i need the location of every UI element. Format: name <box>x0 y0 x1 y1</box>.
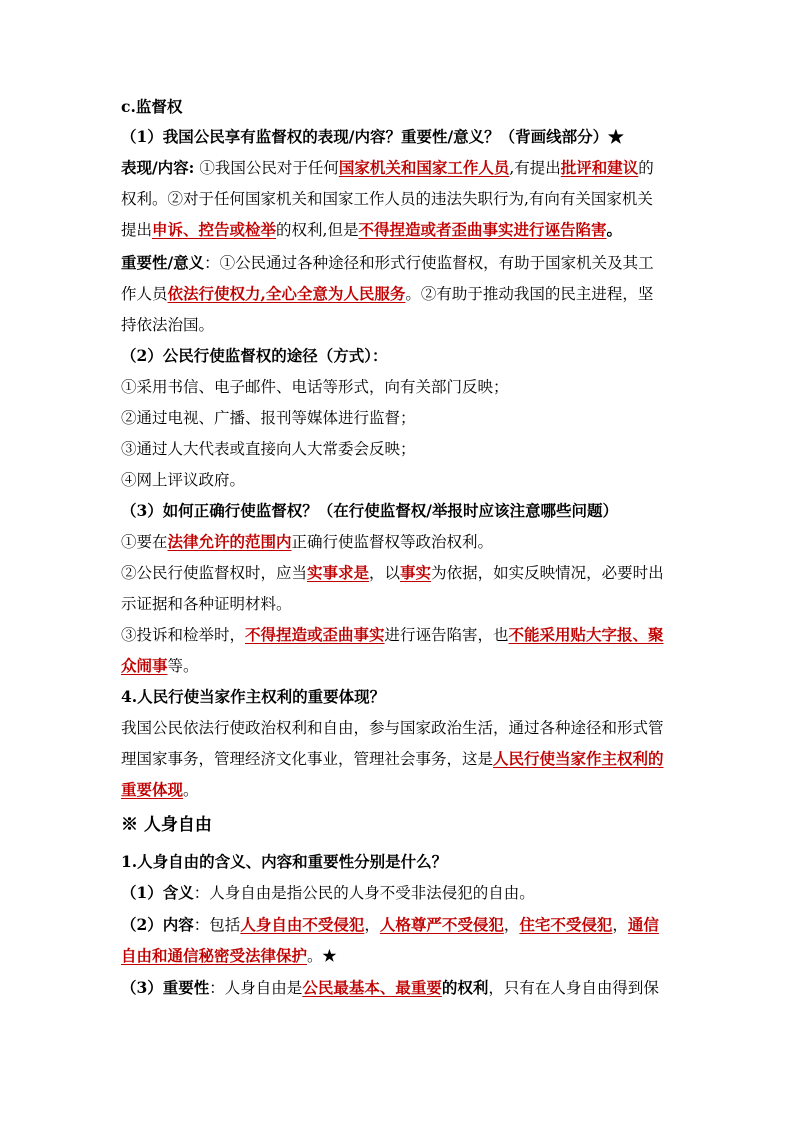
importance-line-1 <box>121 253 681 273</box>
q1-heading: （1）我国公民享有监督权的表现/内容？重要性/意义？（背画线部分）★ <box>121 127 624 146</box>
text-span: ③投诉和检举时， <box>121 626 246 644</box>
key-phrase: 实事求是 <box>307 563 370 582</box>
key-phrase: 众闹事 <box>121 656 168 675</box>
text-span: ， <box>503 916 520 934</box>
q3-item-2 <box>121 563 681 583</box>
text-span: ,有提出 <box>509 159 561 177</box>
importance-line-2 <box>121 284 681 304</box>
star-icon: ★ <box>322 946 337 965</box>
key-phrase: 批评和建议 <box>560 158 639 177</box>
text-span: ：①公民通过各种途径和形式行使监督权，有助于国家机关及其工 <box>204 254 654 272</box>
text-span: ①要在 <box>121 533 168 551</box>
meaning-label: （1）含义 <box>121 883 194 902</box>
importance-line-3: 持依法治国。 <box>121 316 215 334</box>
q4-line-2 <box>121 749 681 769</box>
text-span: ，只有在人身自由得到保 <box>488 979 659 997</box>
key-phrase: 重要体现 <box>121 780 184 799</box>
freedom-title: ※ 人身自由 <box>121 815 212 835</box>
key-phrase: 事实 <box>400 563 432 582</box>
key-phrase: 自由和通信秘密受法律保护 <box>121 946 308 965</box>
key-phrase: 不得捏造或歪曲事实 <box>245 625 385 644</box>
list-item: ②通过电视、广播、报刊等媒体进行监督； <box>121 409 416 427</box>
text-span: 的权利,但是 <box>276 221 359 239</box>
key-phrase: 住宅不受侵犯 <box>519 915 613 934</box>
key-phrase: 依法行使权力,全心全意为人民服务 <box>167 284 406 303</box>
key-phrase: 国家机关和国家工作人员 <box>338 158 510 177</box>
list-item: ③通过人大代表或直接向人大常委会反映； <box>121 440 416 458</box>
key-phrase: 通信 <box>627 915 659 934</box>
list-item: ④网上评议政府。 <box>121 471 246 489</box>
text-span: ①我国公民对于任何 <box>194 159 339 177</box>
key-phrase: 不得捏造或者歪曲事实进行诬告陷害 <box>358 220 607 239</box>
text-span: 为依据，如实反映情况，必要时出 <box>431 564 664 582</box>
key-phrase: 人民行使当家作主权利的 <box>493 749 664 768</box>
q3-item-3-cont <box>121 656 681 676</box>
list-item: ①采用书信、电子邮件、电话等形式，向有关部门反映； <box>121 378 509 396</box>
q3-heading: （3）如何正确行使监督权？（在行使监督权/举报时应该注意哪些问题） <box>121 501 618 520</box>
freedom-q1-heading: 1.人身自由的含义、内容和重要性分别是什么？ <box>121 852 448 871</box>
q1-line-1 <box>121 158 681 178</box>
text-span: 。 <box>606 220 622 239</box>
q3-item-3 <box>121 625 681 645</box>
importance-label: （3）重要性 <box>121 978 210 997</box>
importance-label: 重要性/意义 <box>121 253 205 272</box>
text-span: ，以 <box>369 564 401 582</box>
key-phrase: 法律允许的范围内 <box>167 532 292 551</box>
text-span: 等。 <box>167 657 199 675</box>
q1-line-3 <box>121 220 681 240</box>
freedom-importance <box>121 978 681 998</box>
text-span: ②公民行使监督权时，应当 <box>121 564 308 582</box>
q3-item-2-cont: 示证据和各种证明材料。 <box>121 595 292 613</box>
freedom-content-cont <box>121 946 681 966</box>
text-span: ：包括 <box>193 916 241 934</box>
q1-line-2: 权利。②对于任何国家机关和国家工作人员的违法失职行为,有向有关国家机关 <box>121 190 653 208</box>
section-c-title: c.监督权 <box>121 97 183 116</box>
text-span: ：人身自由是指公民的人身不受非法侵犯的自由。 <box>193 884 535 902</box>
key-phrase: 申诉、控告或检举 <box>152 220 277 239</box>
key-phrase: 人格尊严不受侵犯 <box>379 915 504 934</box>
text-span: 。 <box>183 781 199 799</box>
key-phrase: 不能采用贴大字报、聚 <box>508 625 664 644</box>
q4-line-3 <box>121 780 681 800</box>
text-span: ：人身自由是 <box>209 979 303 997</box>
text-span: 的权利 <box>441 978 489 997</box>
text-span: 理国家事务，管理经济文化事业，管理社会事务，这是 <box>121 750 494 768</box>
content-label: （2）内容 <box>121 915 194 934</box>
key-phrase: 公民最基本、最重要 <box>302 978 442 997</box>
q4-heading: 4.人民行使当家作主权利的重要体现？ <box>121 687 386 706</box>
q2-heading: （2）公民行使监督权的途径（方式）： <box>121 346 388 365</box>
q3-item-1 <box>121 532 681 552</box>
text-span: 的 <box>638 159 654 177</box>
text-span: 。 <box>307 947 323 965</box>
text-span: ， <box>364 916 380 934</box>
biaoxian-label: 表现/内容: <box>121 158 195 177</box>
key-phrase: 人身自由不受侵犯 <box>240 915 365 934</box>
freedom-content <box>121 915 681 935</box>
text-span: 进行诬告陷害，也 <box>384 626 509 644</box>
text-span: 作人员 <box>121 285 168 303</box>
q4-line-1: 我国公民依法行使政治权利和自由，参与国家政治生活，通过各种途径和形式管 <box>121 719 664 737</box>
freedom-meaning <box>121 883 681 903</box>
text-span: 正确行使监督权等政治权利。 <box>291 533 494 551</box>
text-span: 。②有助于推动我国的民主进程，坚 <box>405 285 654 303</box>
text-span: 提出 <box>121 221 153 239</box>
text-span: ， <box>612 916 628 934</box>
